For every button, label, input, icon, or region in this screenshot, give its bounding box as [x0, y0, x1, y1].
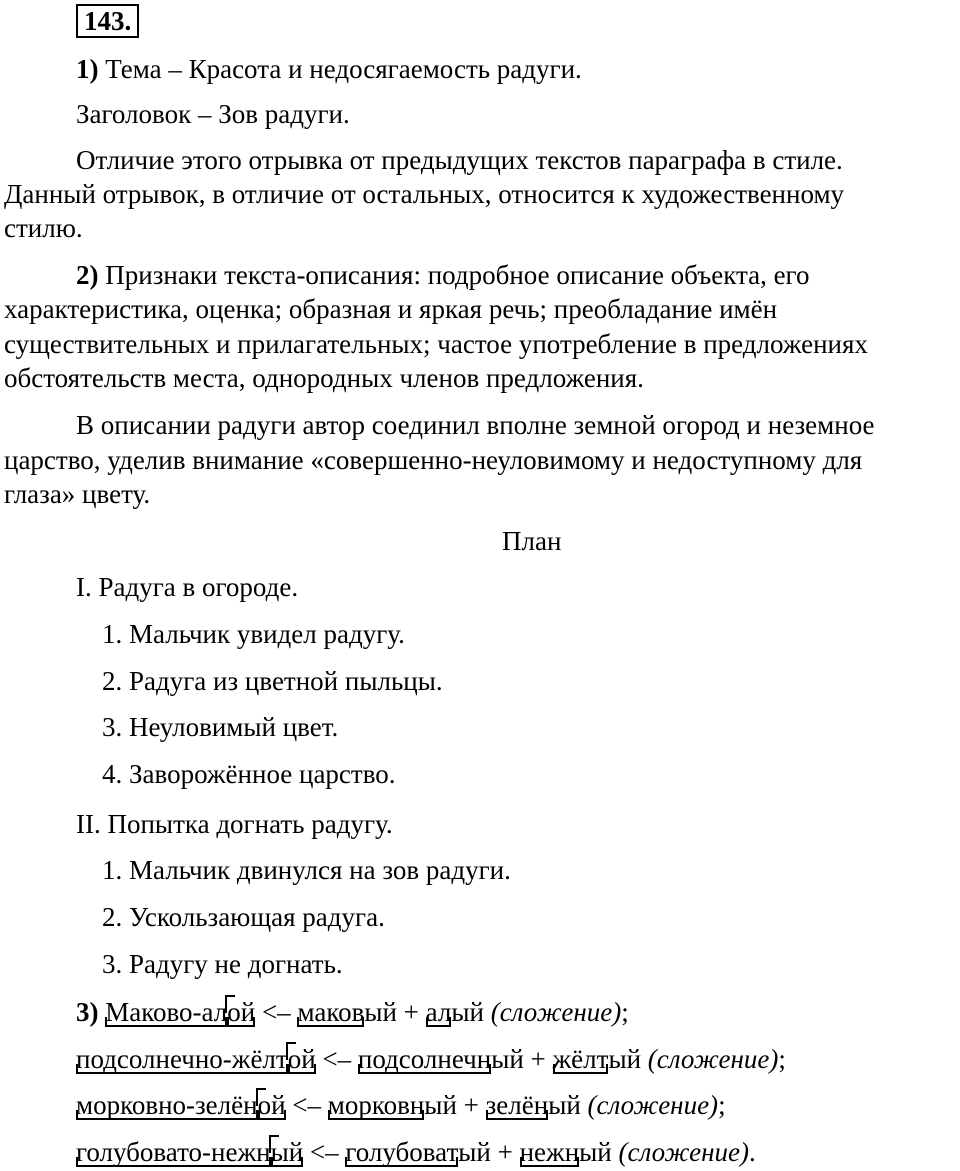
description-line-3: глаза» цвету. [4, 479, 151, 509]
word-stem: подсолнечн [357, 1044, 492, 1074]
word-stem: зелён [485, 1090, 549, 1120]
arrow: <– [255, 997, 298, 1027]
description-line-2: царство, уделив внимание «совершенно-неуловимому и недоступному для [4, 445, 863, 475]
arrow: <– [303, 1137, 346, 1167]
plan-item: 2. Ускользающая радуга. [102, 902, 385, 932]
features-line-1 [76, 258, 809, 292]
word-ending: ый [270, 1137, 304, 1167]
difference-line-3: стилю. [4, 213, 83, 243]
plan-item: 4. Заворожённое царство. [102, 759, 396, 789]
part-2-label: 2) [76, 260, 99, 290]
punctuation: ; [718, 1090, 726, 1120]
features-line-4: обстоятельств места, однородных членов предложения. [4, 363, 644, 393]
plan-item: 3. Неуловимый цвет. [102, 712, 339, 742]
method-label: (сложение) [618, 1137, 750, 1167]
word-ending: ый [548, 1090, 588, 1120]
word-analysis-1 [76, 995, 629, 1029]
word-ending: ый [608, 1044, 648, 1074]
word-stem: жёлт [552, 1044, 609, 1074]
word-ending: ый [451, 997, 491, 1027]
description-line-1: В описании радуги автор соединил вполне земной огород и неземное [76, 410, 875, 440]
part-1-label: 1) [76, 54, 99, 84]
plan-title: План [502, 526, 562, 556]
punctuation: ; [778, 1044, 786, 1074]
topic-text: Тема – Красота и недосягаемость радуги. [105, 54, 582, 84]
plan-item: 3. Радугу не догнать. [102, 949, 343, 979]
part-3-label: 3) [76, 997, 99, 1027]
task-number: 143. [76, 4, 139, 38]
word-ending: ый + [364, 997, 426, 1027]
word-stem: ал [425, 997, 452, 1027]
plan-section-2: II. Попытка догнать радугу. [76, 809, 393, 839]
word-stem: морковн [327, 1090, 425, 1120]
word-stem: подсолнечно-жёлт [76, 1044, 288, 1074]
word-stem: голубоват [345, 1137, 459, 1167]
word-stem: морковно-зелён [76, 1090, 258, 1120]
difference-line-2: Данный отрывок, в отличие от остальных, относится к художественному [4, 179, 845, 209]
word-analysis-3 [76, 1088, 726, 1122]
difference-line-1: Отличие этого отрывка от предыдущих текстов параграфа в стиле. [76, 145, 843, 175]
word-ending: ой [227, 997, 256, 1027]
word-stem: нежн [519, 1137, 580, 1167]
word-stem: голубовато-нежн [76, 1137, 271, 1167]
word-ending: ой [257, 1090, 286, 1120]
method-label: (сложение) [647, 1044, 779, 1074]
method-label: (сложение) [587, 1090, 719, 1120]
word-ending: ый + [458, 1137, 520, 1167]
word-ending: ый + [491, 1044, 553, 1074]
word-ending: ой [287, 1044, 316, 1074]
features-line-2: характеристика, оценка; образная и яркая речь; преобладание имён [4, 294, 778, 324]
punctuation: . [749, 1137, 756, 1167]
plan-item: 1. Мальчик двинулся на зов радуги. [102, 855, 511, 885]
features-line-3: существительных и прилагательных; частое употребление в предложениях [4, 329, 868, 359]
arrow: <– [315, 1044, 358, 1074]
features-text-1: Признаки текста-описания: подробное описание объекта, его [105, 260, 810, 290]
word-analysis-4 [76, 1135, 756, 1169]
punctuation: ; [621, 997, 629, 1027]
word-stem: Маково-ал [105, 997, 228, 1027]
plan-item: 1. Мальчик увидел радугу. [102, 619, 405, 649]
arrow: <– [285, 1090, 328, 1120]
word-ending: ый [579, 1137, 619, 1167]
method-label: (сложение) [490, 997, 622, 1027]
word-analysis-2 [76, 1042, 786, 1076]
topic-line [76, 52, 582, 86]
plan-item: 2. Радуга из цветной пыльцы. [102, 666, 443, 696]
title-line: Заголовок – Зов радуги. [76, 99, 350, 129]
word-ending: ый + [424, 1090, 486, 1120]
plan-section-1: I. Радуга в огороде. [76, 572, 299, 602]
word-stem: маков [297, 997, 365, 1027]
